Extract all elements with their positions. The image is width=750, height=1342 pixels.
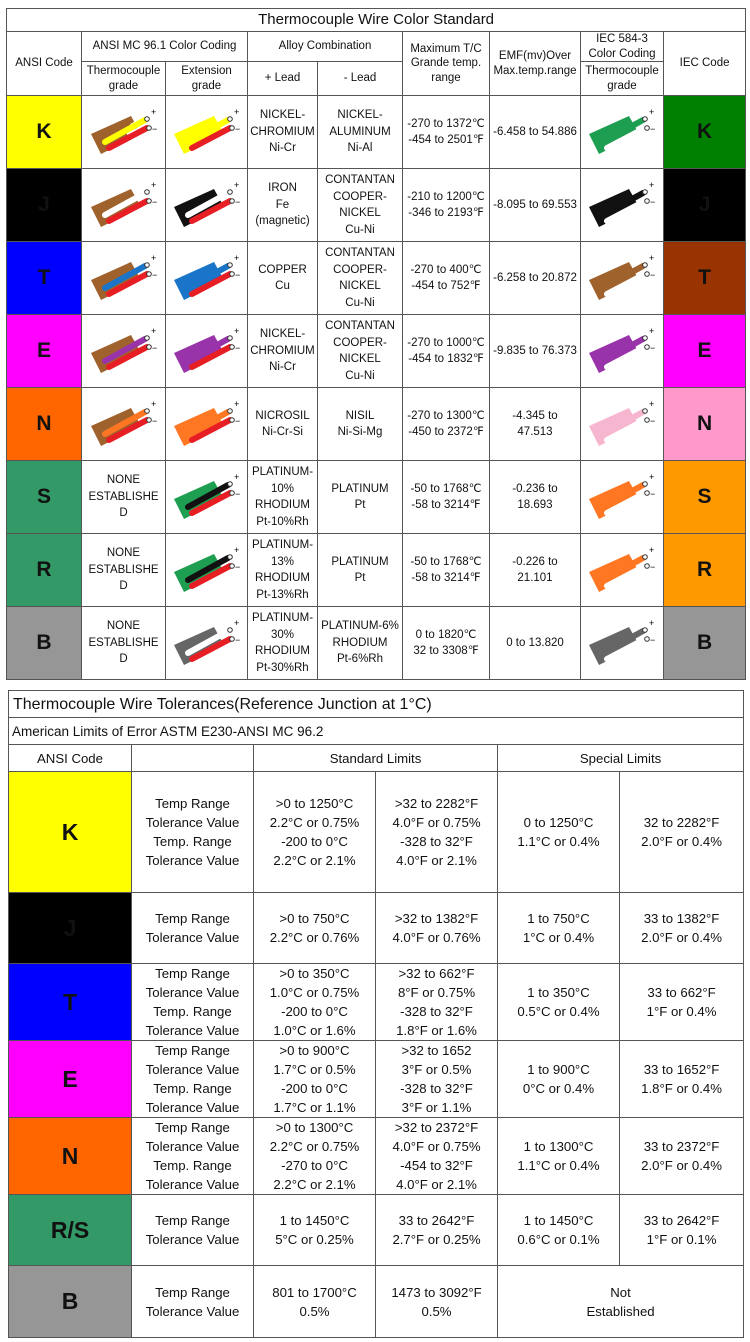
svg-text:−: − [234,562,240,572]
svg-text:−: − [151,416,157,426]
svg-text:−: − [151,124,157,134]
table-row [7,315,746,388]
std-celsius-cell: 1 to 1450°C 5°C or 0.25% [254,1195,376,1266]
ansi-code-cell: B [7,607,82,680]
ext-grade-cell [166,315,248,388]
ansi-code-cell: T [7,242,82,315]
ext-grade-cell [166,607,248,680]
svg-text:+: + [649,107,655,117]
minus-lead-cell: CONTANTAN COOPER- NICKEL Cu-Ni [318,315,403,388]
svg-text:−: − [234,489,240,499]
ext-grade-cell [166,242,248,315]
wire-tolerances-table [8,690,744,1338]
table-row [9,893,744,964]
labels-cell: Temp Range Tolerance Value Temp. Range Tolerance Value [132,1118,254,1195]
plus-lead-cell: PLATINUM- 30% RHODIUM Pt-30%Rh [248,607,318,680]
svg-text:+: + [233,399,239,409]
minus-lead-cell: CONTANTAN COOPER- NICKEL Cu-Ni [318,242,403,315]
header-iec-tc-grade: Thermocouple grade [581,62,664,96]
svg-text:+: + [150,253,156,263]
header-ansi-code: ANSI Code [7,32,82,96]
header-standard-limits: Standard Limits [254,745,498,772]
ansi-code-cell: K [7,96,82,169]
std-celsius-cell: >0 to 1300°C 2.2°C or 0.75% -270 to 0°C 2.2°C or 2.1% [254,1118,376,1195]
iec-wire-orange-icon [585,542,659,598]
header-iec-code: IEC Code [664,32,746,96]
std-celsius-cell: >0 to 1250°C 2.2°C or 0.75% -200 to 0°C 2.2°C or 2.1% [254,772,376,893]
svg-text:+: + [233,472,239,482]
thermocouple-wire-brown-yellow-icon [87,104,161,160]
svg-text:−: − [650,124,656,134]
std-fahrenheit-cell: >32 to 1382°F 4.0°F or 0.76% [376,893,498,964]
iec-wire-pink-icon [585,396,659,452]
max-temp-cell: 0 to 1820℃ 32 to 3308℉ [403,607,490,680]
header-minus-lead: - Lead [318,62,403,96]
wire-color-standard-table [6,8,746,680]
thermocouple-wire-brown-purple-icon [87,323,161,379]
plus-lead-cell: NICROSIL Ni-Cr-Si [248,388,318,461]
std-fahrenheit-cell: >32 to 2282°F 4.0°F or 0.75% -328 to 32°F 4.0°F or 2.1% [376,772,498,893]
tolerances-title: Thermocouple Wire Tolerances(Reference Junction at 1°C) [9,691,744,718]
svg-text:−: − [650,416,656,426]
svg-text:−: − [234,416,240,426]
spec-fahrenheit-cell: 32 to 2282°F 2.0°F or 0.4% [620,772,744,893]
iec-grade-cell [581,534,664,607]
header-ansi-color-coding: ANSI MC 96.1 Color Coding [82,32,248,62]
iec-grade-cell [581,607,664,680]
spec-celsius-cell: 1 to 1300°C 1.1°C or 0.4% [498,1118,620,1195]
ansi-code-cell: T [9,964,132,1041]
iec-code-cell: B [664,607,746,680]
thermocouple-wire-brown-orange-icon [87,396,161,452]
minus-lead-cell: NISIL Ni-Si-Mg [318,388,403,461]
tc-grade-cell [82,242,166,315]
header-emf: EMF(mv)Over Max.temp.range [490,32,581,96]
ext-grade-cell [166,461,248,534]
std-fahrenheit-cell: >32 to 1652 3°F or 0.5% -328 to 32°F 3°F or 1.1% [376,1041,498,1118]
tc-grade-cell: NONE ESTABLISHE D [82,534,166,607]
extension-wire-green-icon [170,542,244,598]
svg-text:+: + [233,180,239,190]
table-row [7,461,746,534]
svg-text:+: + [233,618,239,628]
iec-grade-cell [581,388,664,461]
header-alloy-combination: Alloy Combination [248,32,403,62]
svg-text:−: − [234,124,240,134]
spec-celsius-cell: 0 to 1250°C 1.1°C or 0.4% [498,772,620,893]
ansi-code-cell: R/S [9,1195,132,1266]
max-temp-cell: -210 to 1200℃ -346 to 2193℉ [403,169,490,242]
svg-text:+: + [233,326,239,336]
plus-lead-cell: NICKEL- CHROMIUM Ni-Cr [248,315,318,388]
svg-text:−: − [650,270,656,280]
emf-cell: -0.226 to 21.101 [490,534,581,607]
svg-text:−: − [151,343,157,353]
svg-text:−: − [234,270,240,280]
plus-lead-cell: NICKEL- CHROMIUM Ni-Cr [248,96,318,169]
svg-text:+: + [150,107,156,117]
table-row [9,964,744,1041]
iec-wire-green-icon [585,104,659,160]
table-row [7,169,746,242]
extension-wire-orange-icon [170,396,244,452]
plus-lead-cell: IRON Fe (magnetic) [248,169,318,242]
minus-lead-cell: NICKEL- ALUMINUM Ni-Al [318,96,403,169]
iec-code-cell: S [664,461,746,534]
minus-lead-cell: PLATINUM Pt [318,461,403,534]
table-row [7,388,746,461]
minus-lead-cell: PLATINUM Pt [318,534,403,607]
max-temp-cell: -50 to 1768℃ -58 to 3214℉ [403,461,490,534]
labels-cell: Temp Range Tolerance Value Temp. Range Tolerance Value [132,772,254,893]
tc-grade-cell [82,315,166,388]
svg-text:+: + [649,253,655,263]
iec-wire-black-icon [585,177,659,233]
table-row [9,1041,744,1118]
ext-grade-cell [166,534,248,607]
spec-fahrenheit-cell: 33 to 1652°F 1.8°F or 0.4% [620,1041,744,1118]
labels-cell: Temp Range Tolerance Value [132,1266,254,1338]
max-temp-cell: -270 to 1372℃ -454 to 2501℉ [403,96,490,169]
std-fahrenheit-cell: 1473 to 3092°F 0.5% [376,1266,498,1338]
std-fahrenheit-cell: >32 to 2372°F 4.0°F or 0.75% -454 to 32°F 4.0°F or 2.1% [376,1118,498,1195]
labels-cell: Temp Range Tolerance Value Temp. Range Tolerance Value [132,1041,254,1118]
plus-lead-cell: PLATINUM- 10% RHODIUM Pt-10%Rh [248,461,318,534]
iec-code-cell: J [664,169,746,242]
ansi-code-cell: N [9,1118,132,1195]
std-fahrenheit-cell: >32 to 662°F 8°F or 0.75% -328 to 32°F 1.8°F or 1.6% [376,964,498,1041]
max-temp-cell: -270 to 400℃ -454 to 752℉ [403,242,490,315]
emf-cell: -8.095 to 69.553 [490,169,581,242]
ansi-code-cell: R [7,534,82,607]
header-labels [132,745,254,772]
max-temp-cell: -270 to 1300℃ -450 to 2372℉ [403,388,490,461]
svg-text:−: − [650,635,656,645]
emf-cell: -0.236 to 18.693 [490,461,581,534]
std-celsius-cell: >0 to 750°C 2.2°C or 0.76% [254,893,376,964]
spec-fahrenheit-cell: 33 to 662°F 1°F or 0.4% [620,964,744,1041]
minus-lead-cell: CONTANTAN COOPER- NICKEL Cu-Ni [318,169,403,242]
labels-cell: Temp Range Tolerance Value [132,1195,254,1266]
svg-text:+: + [649,326,655,336]
ansi-code-cell: N [7,388,82,461]
spec-fahrenheit-cell: 33 to 2372°F 2.0°F or 0.4% [620,1118,744,1195]
tc-grade-cell [82,169,166,242]
ansi-code-cell: E [9,1041,132,1118]
ansi-code-cell: E [7,315,82,388]
labels-cell: Temp Range Tolerance Value Temp. Range Tolerance Value [132,964,254,1041]
header-ext-grade: Extension grade [166,62,248,96]
iec-code-cell: R [664,534,746,607]
iec-code-cell: E [664,315,746,388]
spec-celsius-cell: 1 to 900°C 0°C or 0.4% [498,1041,620,1118]
svg-text:−: − [650,489,656,499]
thermocouple-wire-brown-white-icon [87,177,161,233]
spec-celsius-cell: 1 to 350°C 0.5°C or 0.4% [498,964,620,1041]
ext-grade-cell [166,169,248,242]
svg-text:+: + [150,180,156,190]
iec-wire-brown-icon [585,250,659,306]
emf-cell: 0 to 13.820 [490,607,581,680]
tc-grade-cell [82,388,166,461]
iec-wire-orange-icon [585,469,659,525]
svg-text:+: + [649,545,655,555]
table-row [9,772,744,893]
emf-cell: -6.258 to 20.872 [490,242,581,315]
max-temp-cell: -270 to 1000℃ -454 to 1832℉ [403,315,490,388]
ext-grade-cell [166,388,248,461]
svg-text:+: + [150,326,156,336]
std-celsius-cell: >0 to 350°C 1.0°C or 0.75% -200 to 0°C 1.0°C or 1.6% [254,964,376,1041]
header-plus-lead: + Lead [248,62,318,96]
ansi-code-cell: S [7,461,82,534]
svg-text:+: + [649,180,655,190]
header-ansi-code: ANSI Code [9,745,132,772]
plus-lead-cell: PLATINUM- 13% RHODIUM Pt-13%Rh [248,534,318,607]
svg-text:+: + [649,472,655,482]
svg-text:−: − [650,343,656,353]
svg-text:−: − [234,197,240,207]
table-row [7,96,746,169]
spec-fahrenheit-cell: 33 to 1382°F 2.0°F or 0.4% [620,893,744,964]
table-row [7,607,746,680]
std-fahrenheit-cell: 33 to 2642°F 2.7°F or 0.25% [376,1195,498,1266]
svg-text:−: − [650,562,656,572]
ansi-code-cell: J [7,169,82,242]
iec-code-cell: N [664,388,746,461]
svg-text:+: + [233,545,239,555]
plus-lead-cell: COPPER Cu [248,242,318,315]
max-temp-cell: -50 to 1768℃ -58 to 3214℉ [403,534,490,607]
iec-grade-cell [581,461,664,534]
emf-cell: -6.458 to 54.886 [490,96,581,169]
emf-cell: -4.345 to 47.513 [490,388,581,461]
table-row [9,1195,744,1266]
ansi-code-cell: K [9,772,132,893]
spec-celsius-cell: 1 to 1450°C 0.6°C or 0.1% [498,1195,620,1266]
extension-wire-blue-icon [170,250,244,306]
extension-wire-purple-icon [170,323,244,379]
header-iec-color-coding: IEC 584-3 Color Coding [581,32,664,62]
spec-celsius-cell: 1 to 750°C 1°C or 0.4% [498,893,620,964]
table-row [9,1266,744,1338]
spec-fahrenheit-cell: 33 to 2642°F 1°F or 0.1% [620,1195,744,1266]
tc-grade-cell [82,96,166,169]
extension-wire-green-icon [170,469,244,525]
ansi-code-cell: B [9,1266,132,1338]
svg-text:+: + [649,399,655,409]
svg-text:+: + [233,253,239,263]
minus-lead-cell: PLATINUM-6% RHODIUM Pt-6%Rh [318,607,403,680]
iec-grade-cell [581,96,664,169]
svg-text:−: − [650,197,656,207]
iec-wire-gray-icon [585,615,659,671]
svg-text:−: − [234,343,240,353]
iec-grade-cell [581,315,664,388]
emf-cell: -9.835 to 76.373 [490,315,581,388]
spec-merged-cell: Not Established [498,1266,744,1338]
table-row [7,534,746,607]
iec-grade-cell [581,169,664,242]
header-special-limits: Special Limits [498,745,744,772]
std-celsius-cell: 801 to 1700°C 0.5% [254,1266,376,1338]
table-row [9,1118,744,1195]
iec-grade-cell [581,242,664,315]
extension-wire-black-icon [170,177,244,233]
labels-cell: Temp Range Tolerance Value [132,893,254,964]
table-title: Thermocouple Wire Color Standard [7,9,746,32]
table-row [7,242,746,315]
svg-text:−: − [151,197,157,207]
svg-text:+: + [649,618,655,628]
header-tc-grade: Thermocouple grade [82,62,166,96]
ansi-code-cell: J [9,893,132,964]
svg-text:−: − [234,635,240,645]
iec-code-cell: K [664,96,746,169]
iec-wire-purple-icon [585,323,659,379]
iec-code-cell: T [664,242,746,315]
svg-text:+: + [150,399,156,409]
thermocouple-wire-brown-blue-icon [87,250,161,306]
extension-wire-yellow-icon [170,104,244,160]
tc-grade-cell: NONE ESTABLISHE D [82,607,166,680]
tc-grade-cell: NONE ESTABLISHE D [82,461,166,534]
svg-text:−: − [151,270,157,280]
tolerances-subtitle: American Limits of Error ASTM E230-ANSI MC 96.2 [9,718,744,745]
ext-grade-cell [166,96,248,169]
svg-text:+: + [233,107,239,117]
header-max-temp: Maximum T/C Grande temp. range [403,32,490,96]
extension-wire-gray-icon [170,615,244,671]
std-celsius-cell: >0 to 900°C 1.7°C or 0.5% -200 to 0°C 1.7°C or 1.1% [254,1041,376,1118]
